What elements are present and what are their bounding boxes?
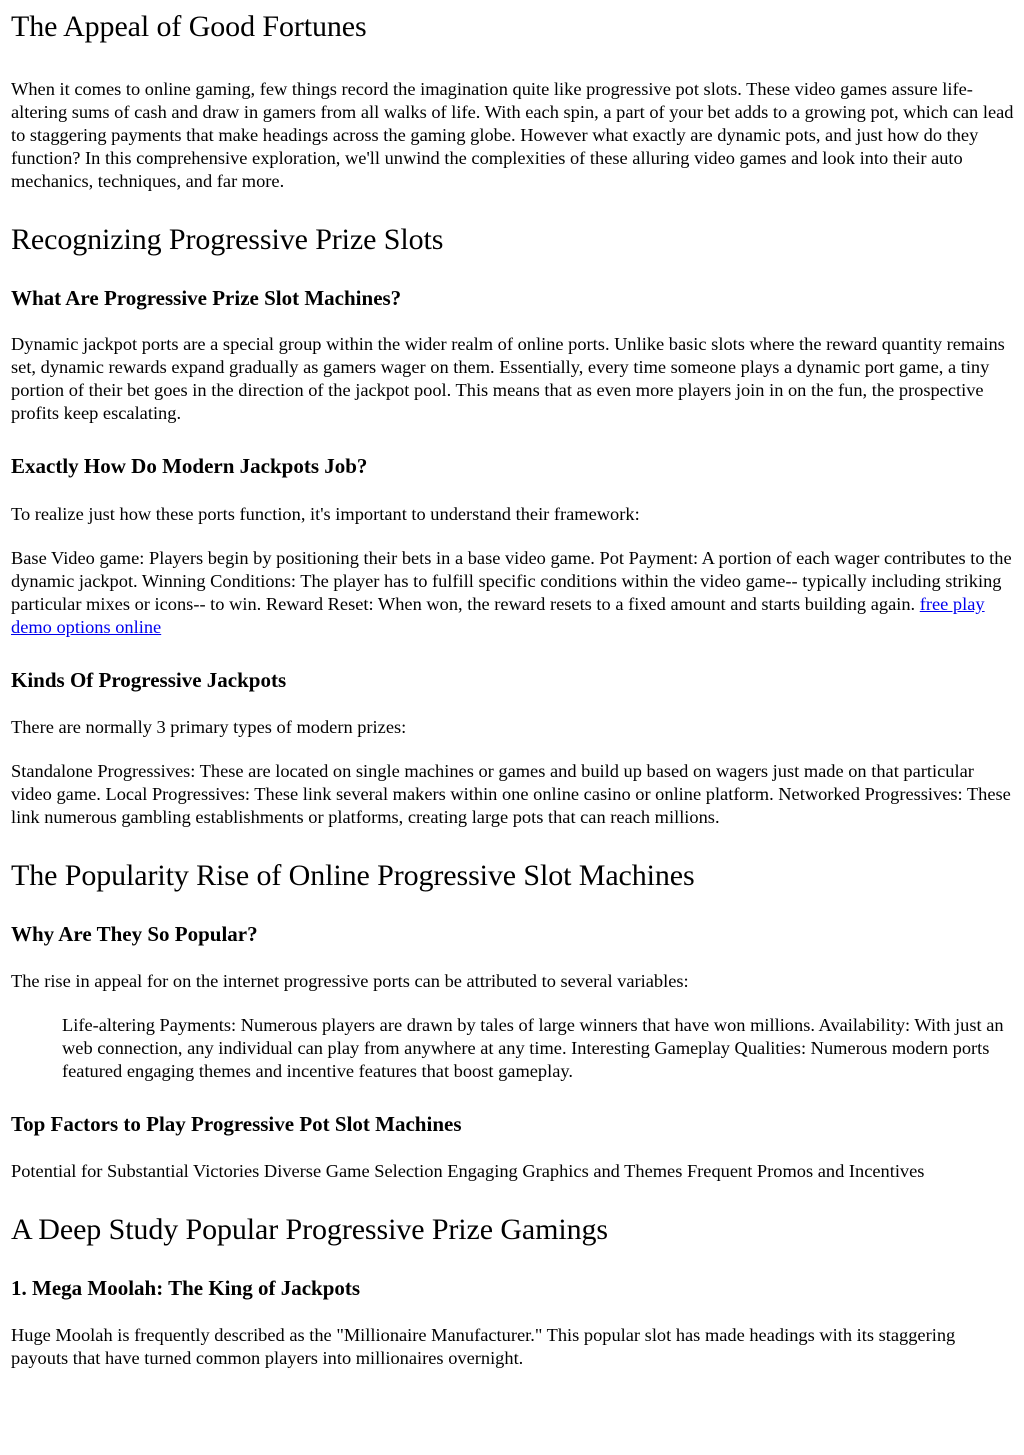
reasons-quote [62,1014,1014,1083]
article [0,9,1024,1370]
subheading-how-work: Exactly How Do Modern Jackpots Job? [11,454,368,478]
paragraph-kinds: Standalone Progressives: These are located on single machines or games and build up based on wagers just made on that particular video game. Local Progressives: These link several makers within one online casino or online platform. Networked Progressives: These link numerous gambling establishments or platforms, creating large pots that can reach millions. [11,761,1011,827]
subheading-mega-moolah: 1. Mega Moolah: The King of Jackpots [11,1276,361,1300]
paragraph-why-popular-intro: The rise in appeal for on the internet progressive ports can be attributed to several variables: [11,971,689,991]
reasons-quote-text: Life-altering Payments: Numerous players are drawn by tales of large winners that have won millions. Availability: With just an web connection, any individual can play from anywhere at any time. Interesting Gameplay Qualities: Numerous modern ports featured engaging themes and incentive features that boost gameplay. [62,1015,1004,1081]
section-heading-recognizing: Recognizing Progressive Prize Slots [11,223,444,256]
free-play-demo-link[interactable]: free play demo options online [11,594,985,637]
paragraph-mega-moolah: Huge Moolah is frequently described as the "Millionaire Manufacturer." This popular slot has made headings with its staggering payouts that have turned common players into millionaires overnight. [11,1325,956,1368]
section-heading-deep-study: A Deep Study Popular Progressive Prize Gamings [11,1213,608,1246]
section-heading-appeal: The Appeal of Good Fortunes [11,10,367,43]
paragraph-how-work-intro: To realize just how these ports function, it's important to understand their framework: [11,504,640,524]
paragraph-kinds-intro: There are normally 3 primary types of modern prizes: [11,717,407,737]
paragraph-how-work [11,547,1014,639]
subheading-what-are: What Are Progressive Prize Slot Machines? [11,286,402,310]
subheading-top-factors: Top Factors to Play Progressive Pot Slot Machines [11,1112,462,1136]
subheading-kinds: Kinds Of Progressive Jackpots [11,668,287,692]
paragraph-how-work-text: Base Video game: Players begin by positioning their bets in a base video game. Pot Payment: A portion of each wager contributes to the dynamic jackpot. Winning Conditions: The player has to fulfill specific conditions within the video game-- typically including striking particular mixes or icons-- to win. Reward Reset: When won, the reward resets to a fixed amount and starts building again. [11,548,1012,614]
intro-paragraph: When it comes to online gaming, few things record the imagination quite like progressive pot slots. These video games assure life-altering sums of cash and draw in gamers from all walks of life. With each spin, a part of your bet adds to a growing pot, which can lead to staggering payments that make headings across the gaming globe. However what exactly are dynamic pots, and just how do they function? In this comprehensive exploration, we'll unwind the complexities of these alluring video games and look into their auto mechanics, techniques, and far more. [11,79,1014,191]
section-heading-popularity: The Popularity Rise of Online Progressive Slot Machines [11,859,695,892]
subheading-why-popular: Why Are They So Popular? [11,922,258,946]
paragraph-what-are: Dynamic jackpot ports are a special group within the wider realm of online ports. Unlike basic slots where the reward quantity remains set, dynamic rewards expand gradually as gamers wager on them. Essentially, every time someone plays a dynamic port game, a tiny portion of their bet goes in the direction of the jackpot pool. This means that as even more players join in on the fun, the prospective profits keep escalating. [11,334,1005,423]
paragraph-top-factors: Potential for Substantial Victories Diverse Game Selection Engaging Graphics and Themes Frequent Promos and Incentives [11,1161,925,1181]
